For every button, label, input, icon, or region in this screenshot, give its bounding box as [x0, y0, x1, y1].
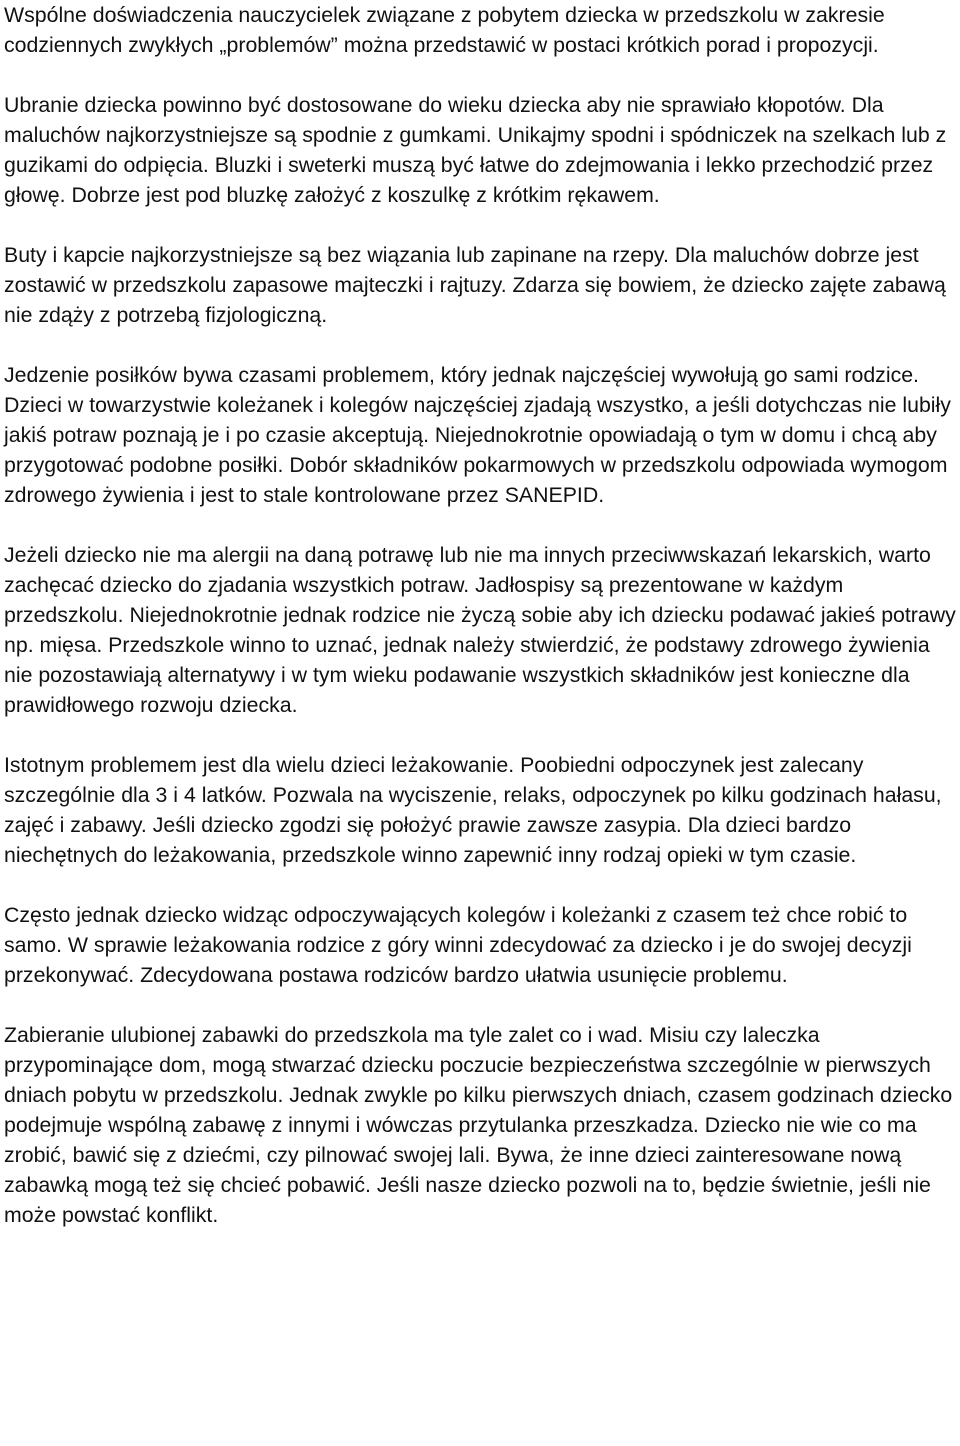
paragraph-shoes: Buty i kapcie najkorzystniejsze są bez wiązania lub zapinane na rzepy. Dla maluchów dobrze jest zostawić w przedszkolu zapasowe majteczki i rajtuzy. Zdarza się bowiem, że dziecko zajęte zabawą nie zdąży z potrzebą fizjologiczną.: [4, 243, 946, 327]
paragraph-clothing: Ubranie dziecka powinno być dostosowane do wieku dziecka aby nie sprawiało kłopotów. Dla maluchów najkorzystniejsze są spodnie z gumkami. Unikajmy spodni i spódniczek na szelkach lub z guzikami do odpięcia. Bluzki i sweterki muszą być łatwe do zdejmowania i lekko przechodzić przez głowę. Dobrze jest pod bluzkę założyć z koszulkę z krótkim rękawem.: [4, 93, 947, 207]
paragraph-meals: Jedzenie posiłków bywa czasami problemem, który jednak najczęściej wywołują go sami rodzice. Dzieci w towarzystwie koleżanek i kolegów najczęściej zjadają wszystko, a jeśli dotychczas nie lubiły jakiś potraw poznają je i po czasie akceptują. Niejednokrotnie opowiadają o tym w domu i chcą aby przygotować podobne posiłki. Dobór składników pokarmowych w przedszkolu odpowiada wymogom zdrowego żywienia i jest to stale kontrolowane przez SANEPID.: [4, 363, 951, 507]
paragraph-nap-peers: Często jednak dziecko widząc odpoczywających kolegów i koleżanki z czasem też chce robić to samo. W sprawie leżakowania rodzice z góry winni zdecydować za dziecko i je do swojej decyzji przekonywać. Zdecydowana postawa rodziców bardzo ułatwia usunięcie problemu.: [4, 903, 912, 987]
paragraph-intro: Wspólne doświadczenia nauczycielek związane z pobytem dziecka w przedszkolu w zakresie codziennych zwykłych „problemów” można przedstawić w postaci krótkich porad i propozycji.: [4, 3, 885, 57]
paragraph-toys: Zabieranie ulubionej zabawki do przedszkola ma tyle zalet co i wad. Misiu czy laleczka przypominające dom, mogą stwarzać dziecku poczucie bezpieczeństwa szczególnie w pierwszych dniach pobytu w przedszkolu. Jednak zwykle po kilku pierwszych dniach, czasem godzinach dziecko podejmuje wspólną zabawę z innymi i wówczas przytulanka przeszkadza. Dziecko nie wie co ma zrobić, bawić się z dziećmi, czy pilnować swojej lali. Bywa, że inne dzieci zainteresowane nową zabawką mogą też się chcieć pobawić. Jeśli nasze dziecko pozwoli na to, będzie świetnie, jeśli nie może powstać konflikt.: [4, 1023, 953, 1227]
document-body: [4, 0, 956, 1260]
paragraph-allergies: Jeżeli dziecko nie ma alergii na daną potrawę lub nie ma innych przeciwwskazań lekarskich, warto zachęcać dziecko do zjadania wszystkich potraw. Jadłospisy są prezentowane w każdym przedszkolu. Niejednokrotnie jednak rodzice nie życzą sobie aby ich dziecku podawać jakieś potrawy np. mięsa. Przedszkole winno to uznać, jednak należy stwierdzić, że podstawy zdrowego żywienia nie pozostawiają alternatywy i w tym wieku podawanie wszystkich składników jest konieczne dla prawidłowego rozwoju dziecka.: [4, 543, 956, 717]
paragraph-nap-time: Istotnym problemem jest dla wielu dzieci leżakowanie. Poobiedni odpoczynek jest zalecany szczególnie dla 3 i 4 latków. Pozwala na wyciszenie, relaks, odpoczynek po kilku godzinach hałasu, zajęć i zabawy. Jeśli dziecko zgodzi się położyć prawie zawsze zasypia. Dla dzieci bardzo niechętnych do leżakowania, przedszkole winno zapewnić inny rodzaj opieki w tym czasie.: [4, 753, 942, 867]
